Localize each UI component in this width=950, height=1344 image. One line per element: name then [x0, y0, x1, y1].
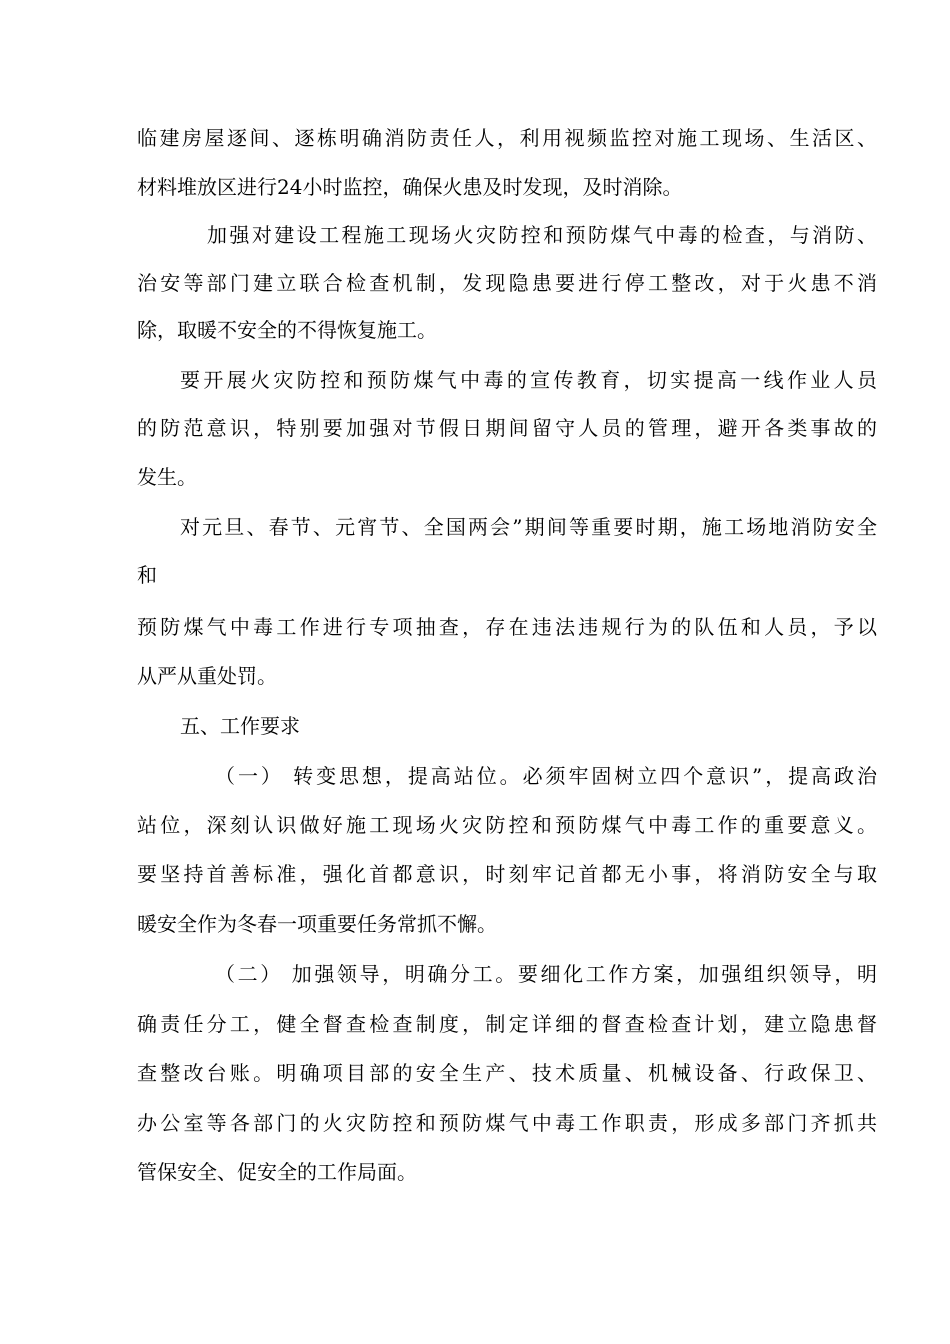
paragraph-line: 临建房屋逐间、逐栋明确消防责任人，利用视频监控对施工现场、生活区、 — [137, 126, 877, 150]
paragraph-line: 治安等部门建立联合检查机制，发现隐患要进行停工整改，对于火患不消 — [137, 271, 877, 295]
paragraph-line: 对元旦、春节、元宵节、全国两会”期间等重要时期，施工场地消防安全 — [180, 515, 877, 539]
paragraph-line: 和 — [137, 563, 157, 587]
section-heading: 五、工作要求 — [180, 714, 300, 738]
paragraph-line: 预防煤气中毒工作进行专项抽查，存在违法违规行为的队伍和人员，予以 — [137, 615, 877, 639]
paragraph-line: 的防范意识，特别要加强对节假日期间留守人员的管理，避开各类事故的 — [137, 416, 877, 440]
paragraph-line: 要开展火灾防控和预防煤气中毒的宣传教育，切实提高一线作业人员 — [180, 368, 877, 392]
paragraph-line: 发生。 — [137, 465, 197, 489]
paragraph-line: 加强对建设工程施工现场火灾防控和预防煤气中毒的检查，与消防、 — [207, 223, 877, 247]
paragraph-line: 材料堆放区进行24小时监控，确保火患及时发现，及时消除。 — [137, 175, 683, 199]
paragraph-line: 站位，深刻认识做好施工现场火灾防控和预防煤气中毒工作的重要意义。 — [137, 813, 877, 837]
paragraph-line: 查整改台账。明确项目部的安全生产、技术质量、机械设备、行政保卫、 — [137, 1061, 877, 1085]
paragraph-line: 暖安全作为冬春一项重要任务常抓不懈。 — [137, 912, 497, 936]
paragraph-line: 办公室等各部门的火灾防控和预防煤气中毒工作职责，形成多部门齐抓共 — [137, 1111, 877, 1135]
paragraph-line: （一） 转变思想，提高站位。必须牢固树立四个意识”，提高政治 — [215, 764, 877, 788]
paragraph-line: 管保安全、促安全的工作局面。 — [137, 1160, 417, 1184]
paragraph-line: 确责任分工，健全督查检查制度，制定详细的督查检查计划，建立隐患督 — [137, 1012, 877, 1036]
paragraph-line: 要坚持首善标准，强化首都意识，时刻牢记首都无小事，将消防安全与取 — [137, 862, 877, 886]
paragraph-line: 除，取暖不安全的不得恢复施工。 — [137, 318, 437, 342]
paragraph-line: 从严从重处罚。 — [137, 664, 277, 688]
paragraph-line: （二） 加强领导，明确分工。要细化工作方案，加强组织领导，明 — [215, 962, 877, 986]
